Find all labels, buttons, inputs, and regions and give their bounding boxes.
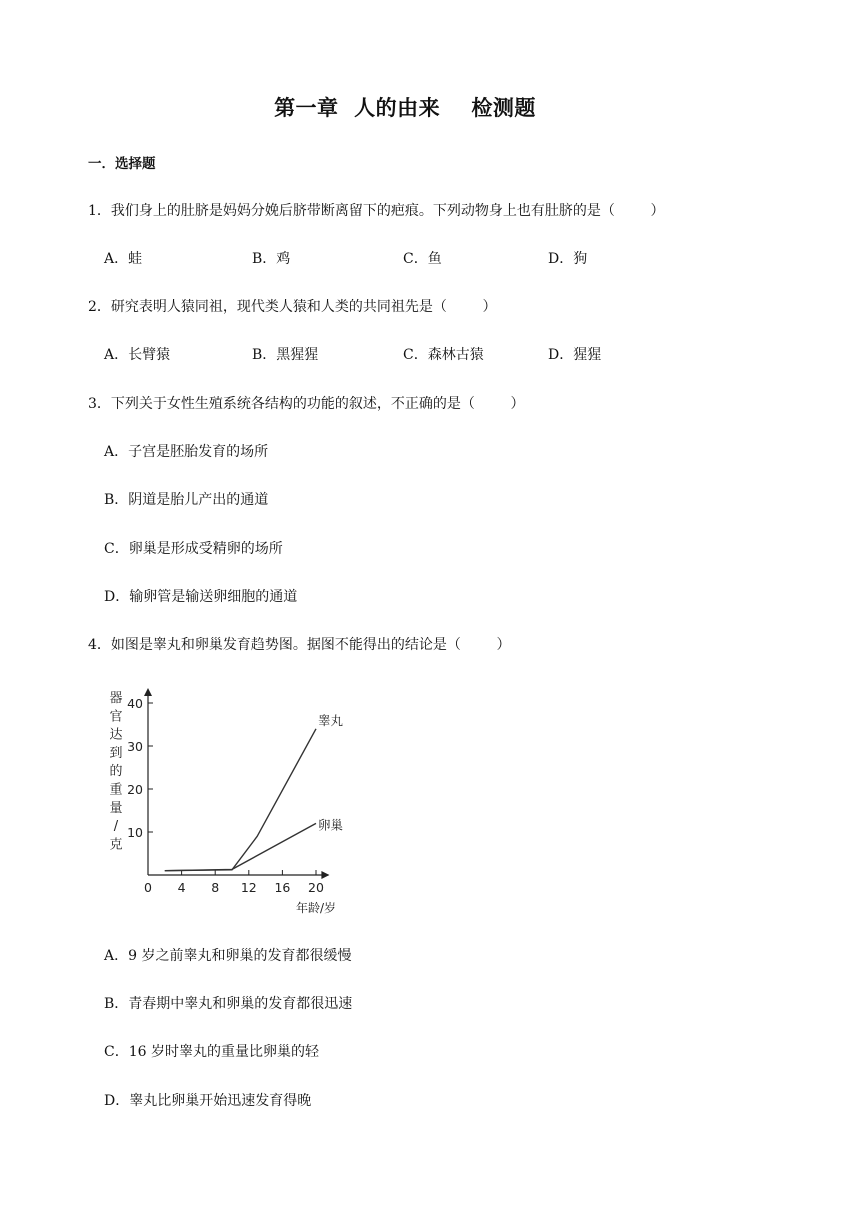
question-3-option-b: B．阴道是胎儿产出的通道 <box>104 492 269 508</box>
y-axis-label-char: 克 <box>109 837 123 853</box>
page-title: 第一章 人的由来 检测题 <box>274 96 536 120</box>
x-tick-label: 8 <box>211 880 220 895</box>
y-axis-label-char: / <box>113 819 119 835</box>
question-4-option-d: D．睾丸比卵巢开始迅速发育得晚 <box>104 1093 312 1109</box>
question-3-option-d: D．输卵管是输送卵细胞的通道 <box>104 589 298 605</box>
x-tick-label: 4 <box>177 880 186 895</box>
y-axis-label-char: 的 <box>109 764 123 780</box>
series-line-1 <box>165 729 316 871</box>
y-axis-label <box>109 691 122 852</box>
y-axis-label-char: 器 <box>109 691 123 706</box>
chart-axes <box>144 688 329 879</box>
y-axis-label-char: 达 <box>109 727 123 743</box>
question-3-option-c: C．卵巢是形成受精卵的场所 <box>104 541 283 557</box>
question-2-option-d: D．猩猩 <box>548 347 602 363</box>
question-4-option-a: A．9 岁之前睾丸和卵巢的发育都很缓慢 <box>104 948 352 964</box>
y-tick-label: 30 <box>127 739 143 754</box>
x-tick-label: 20 <box>308 880 324 895</box>
x-axis-label: 年龄/岁 <box>296 901 337 915</box>
series-label-2: 卵巢 <box>318 817 344 833</box>
y-tick-label: 20 <box>127 782 143 797</box>
y-axis-label-char: 量 <box>109 800 123 816</box>
question-4-option-c: C．16 岁时睾丸的重量比卵巢的轻 <box>104 1044 319 1060</box>
x-tick-label: 12 <box>240 880 257 895</box>
question-2-option-c: C．森林古猿 <box>403 347 484 363</box>
y-tick-label: 10 <box>127 825 143 840</box>
y-axis-label-char: 官 <box>109 709 123 725</box>
question-2-option-b: B．黑猩猩 <box>252 347 319 363</box>
question-1-option-b: B．鸡 <box>252 251 291 267</box>
question-2-stem: 2．研究表明人猿同祖，现代类人猿和人类的共同祖先是（ ） <box>88 299 497 315</box>
question-1-option-d: D．狗 <box>548 251 588 267</box>
x-tick-label: 16 <box>274 880 291 895</box>
y-axis-arrow <box>144 688 152 696</box>
question-1-option-c: C．鱼 <box>403 251 442 267</box>
question-3-option-a: A．子宫是胚胎发育的场所 <box>104 444 269 460</box>
question-4-option-b: B．青春期中睾丸和卵巢的发育都很迅速 <box>104 996 353 1012</box>
series-line-2 <box>165 823 316 870</box>
chart-ticks <box>127 696 324 895</box>
question-2-option-a: A．长臂猿 <box>104 347 171 363</box>
x-tick-label: 0 <box>144 880 152 895</box>
question-1-stem: 1．我们身上的肚脐是妈妈分娩后脐带断离留下的疤痕。下列动物身上也有肚脐的是（ ） <box>88 203 665 219</box>
question-3-stem: 3．下列关于女性生殖系统各结构的功能的叙述，不正确的是（ ） <box>88 396 525 412</box>
question-4-stem: 4．如图是睾丸和卵巢发育趋势图。据图不能得出的结论是（ ） <box>88 637 511 653</box>
y-tick-label: 40 <box>127 696 143 711</box>
development-trend-chart <box>100 686 370 921</box>
y-axis-label-char: 重 <box>109 782 123 798</box>
series-label-1: 睾丸 <box>318 712 344 728</box>
question-1-option-a: A．蛙 <box>104 251 143 267</box>
y-axis-label-char: 到 <box>109 745 123 761</box>
section-heading: 一．选择题 <box>88 156 156 172</box>
chart-series <box>165 713 344 871</box>
x-axis-arrow <box>321 871 329 879</box>
